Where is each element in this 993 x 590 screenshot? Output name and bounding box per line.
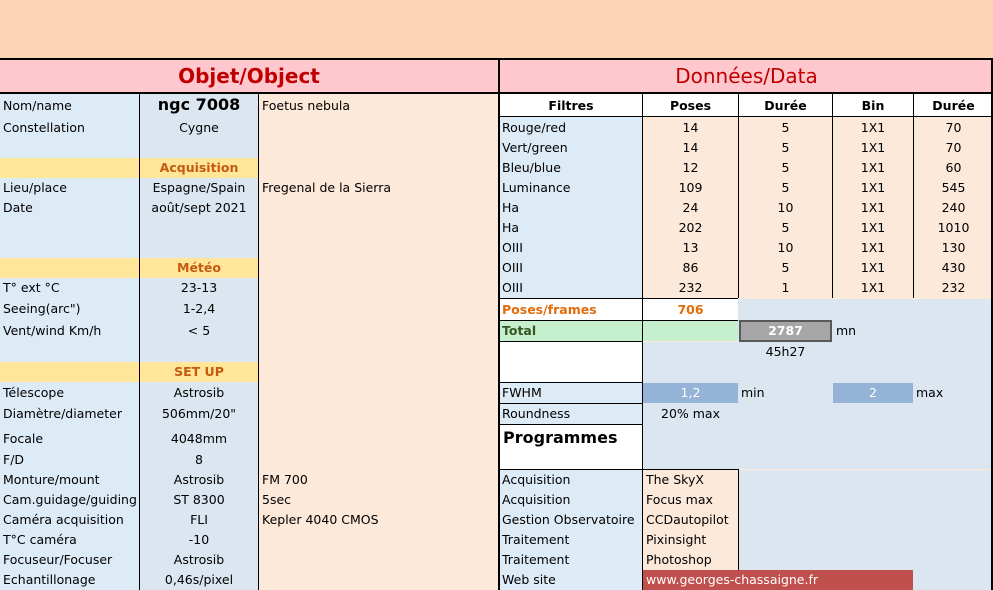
diameter-value: 506mm/20" (161, 406, 237, 421)
divider (0, 92, 993, 94)
bin-cell: 1X1 (860, 260, 886, 275)
total-duration-cell: 240 (941, 200, 966, 215)
place-value: Espagne/Spain (152, 180, 246, 195)
poses-cell: 24 (682, 200, 699, 215)
guiding-label: Cam.guidage/guiding (3, 492, 137, 507)
divider (500, 403, 642, 404)
bin-cell: 1X1 (860, 140, 886, 155)
total-duration-cell: 1010 (937, 220, 970, 235)
telescope-label: Télescope (3, 385, 65, 400)
fwhm-max-label: max (916, 385, 944, 400)
divider (832, 92, 833, 298)
divider (500, 298, 738, 299)
divider (498, 58, 500, 590)
total-duration-cell: 430 (941, 260, 966, 275)
top-band (0, 0, 993, 58)
duration-cell: 5 (781, 140, 790, 155)
bin-cell: 1X1 (860, 200, 886, 215)
programme-value: Pixinsight (646, 532, 707, 547)
meteo-section-title: Météo (140, 258, 258, 278)
poses-cell: 14 (682, 120, 699, 135)
object-common-name: Foetus nebula (262, 98, 350, 113)
seeing-label: Seeing(arc") (3, 301, 81, 316)
programme-value: Focus max (646, 492, 713, 507)
programme-value: CCDautopilot (646, 512, 729, 527)
total-value: 2787 (739, 320, 832, 342)
bin-cell: 1X1 (860, 180, 886, 195)
duration-cell: 10 (777, 200, 794, 215)
divider (258, 92, 259, 590)
website-label: Web site (502, 572, 556, 587)
divider (139, 92, 140, 590)
programme-label: Traitement (502, 552, 570, 567)
programme-label: Traitement (502, 532, 570, 547)
duration-cell: 10 (777, 240, 794, 255)
col-header-bin: Bin (833, 96, 913, 116)
divider (500, 424, 642, 425)
sampling-value: 0,46s/pixel (164, 572, 234, 587)
duration-cell: 5 (781, 120, 790, 135)
place-extra: Fregenal de la Sierra (262, 180, 392, 195)
duration-cell: 5 (781, 180, 790, 195)
duration-cell: 5 (781, 260, 790, 275)
bin-cell: 1X1 (860, 280, 886, 295)
col-header-filters: Filtres (500, 96, 642, 116)
total-duration-cell: 130 (941, 240, 966, 255)
wind-value: < 5 (187, 323, 211, 338)
total-unit: mn (836, 323, 857, 338)
total-empty-cell (643, 321, 738, 341)
seeing-value: 1-2,4 (182, 301, 216, 316)
programme-label: Acquisition (502, 492, 571, 507)
programme-label: Gestion Observatoire (502, 512, 635, 527)
divider (738, 92, 739, 298)
acquisition-section-title: Acquisition (140, 158, 258, 178)
setup-section-title: SET UP (140, 362, 258, 382)
diameter-label: Diamètre/diameter (3, 406, 122, 421)
camera-extra: Kepler 4040 CMOS (262, 512, 379, 527)
filter-name: Ha (502, 200, 520, 215)
filter-name: Vert/green (502, 140, 568, 155)
wind-label: Vent/wind Km/h (3, 323, 102, 338)
filter-name: OIII (502, 280, 523, 295)
guiding-extra: 5sec (262, 492, 292, 507)
total-duration-cell: 60 (945, 160, 962, 175)
total-hours: 45h27 (765, 344, 806, 359)
total-duration-cell: 232 (941, 280, 966, 295)
bin-cell: 1X1 (860, 160, 886, 175)
divider (0, 58, 993, 60)
fd-value: 8 (195, 452, 203, 467)
website-link[interactable]: www.georges-chassaigne.fr (643, 570, 913, 590)
col-header-duration: Durée (739, 96, 832, 116)
data-header: Données/Data (500, 60, 993, 92)
camera-label: Caméra acquisition (3, 512, 124, 527)
bin-cell: 1X1 (860, 120, 886, 135)
poses-cell: 14 (682, 140, 699, 155)
temp-ext-value: 23-13 (180, 280, 218, 295)
focal-value: 4048mm (170, 431, 228, 446)
divider (913, 92, 914, 298)
object-header: Objet/Object (0, 60, 498, 92)
telescope-value: Astrosib (173, 385, 225, 400)
total-label: Total (502, 323, 537, 338)
focuser-label: Focuseur/Focuser (3, 552, 113, 567)
fwhm-min-label: min (741, 385, 765, 400)
divider (642, 92, 643, 298)
poses-cell: 232 (678, 280, 703, 295)
divider (500, 341, 642, 342)
filter-name: Rouge/red (502, 120, 567, 135)
programme-value: The SkyX (646, 472, 704, 487)
programme-value: Photoshop (646, 552, 712, 567)
focal-label: Focale (3, 431, 44, 446)
constellation-value: Cygne (179, 120, 219, 135)
mount-extra: FM 700 (262, 472, 308, 487)
constellation-label: Constellation (3, 120, 85, 135)
poses-cell: 13 (682, 240, 699, 255)
programme-label: Acquisition (502, 472, 571, 487)
blank-white-cell (500, 342, 642, 382)
total-duration-cell: 70 (945, 140, 962, 155)
col-header-total-duration: Durée (914, 96, 993, 116)
object-name: ngc 7008 (157, 95, 241, 114)
name-label: Nom/name (3, 98, 72, 113)
divider (500, 320, 738, 321)
camera-value: FLI (190, 512, 208, 527)
camera-temp-value: -10 (188, 532, 210, 547)
divider (500, 382, 642, 383)
bin-cell: 1X1 (860, 220, 886, 235)
total-duration-cell: 545 (941, 180, 966, 195)
poses-cell: 12 (682, 160, 699, 175)
fwhm-max-value: 2 (833, 383, 913, 403)
bin-cell: 1X1 (860, 240, 886, 255)
total-duration-cell: 70 (945, 120, 962, 135)
divider (500, 116, 993, 117)
divider (500, 469, 738, 470)
place-label: Lieu/place (3, 180, 67, 195)
duration-cell: 5 (781, 220, 790, 235)
guiding-value: ST 8300 (173, 492, 225, 507)
fd-label: F/D (3, 452, 25, 467)
duration-cell: 1 (781, 280, 790, 295)
filter-name: Bleu/blue (502, 160, 561, 175)
filter-name: Luminance (502, 180, 571, 195)
date-value: août/sept 2021 (151, 200, 247, 215)
poses-cell: 202 (678, 220, 703, 235)
date-label: Date (3, 200, 33, 215)
divider (642, 298, 643, 590)
poses-frames-value: 706 (677, 302, 704, 317)
temp-ext-label: T° ext °C (3, 280, 60, 295)
filter-name: OIII (502, 260, 523, 275)
camera-temp-label: T°C caméra (3, 532, 77, 547)
poses-cell: 109 (678, 180, 703, 195)
mount-label: Monture/mount (3, 472, 100, 487)
poses-frames-label: Poses/frames (502, 302, 597, 317)
roundness-value: 20% max (661, 406, 720, 421)
sampling-label: Echantillonage (3, 572, 96, 587)
divider (738, 469, 739, 570)
focuser-value: Astrosib (173, 552, 225, 567)
roundness-label: Roundness (502, 406, 571, 421)
duration-cell: 5 (781, 160, 790, 175)
fwhm-min-value: 1,2 (643, 383, 738, 403)
col-header-poses: Poses (643, 96, 738, 116)
fwhm-label: FWHM (502, 385, 542, 400)
filter-name: OIII (502, 240, 523, 255)
mount-value: Astrosib (173, 472, 225, 487)
filter-name: Ha (502, 220, 520, 235)
poses-cell: 86 (682, 260, 699, 275)
programmes-title: Programmes (503, 428, 618, 447)
